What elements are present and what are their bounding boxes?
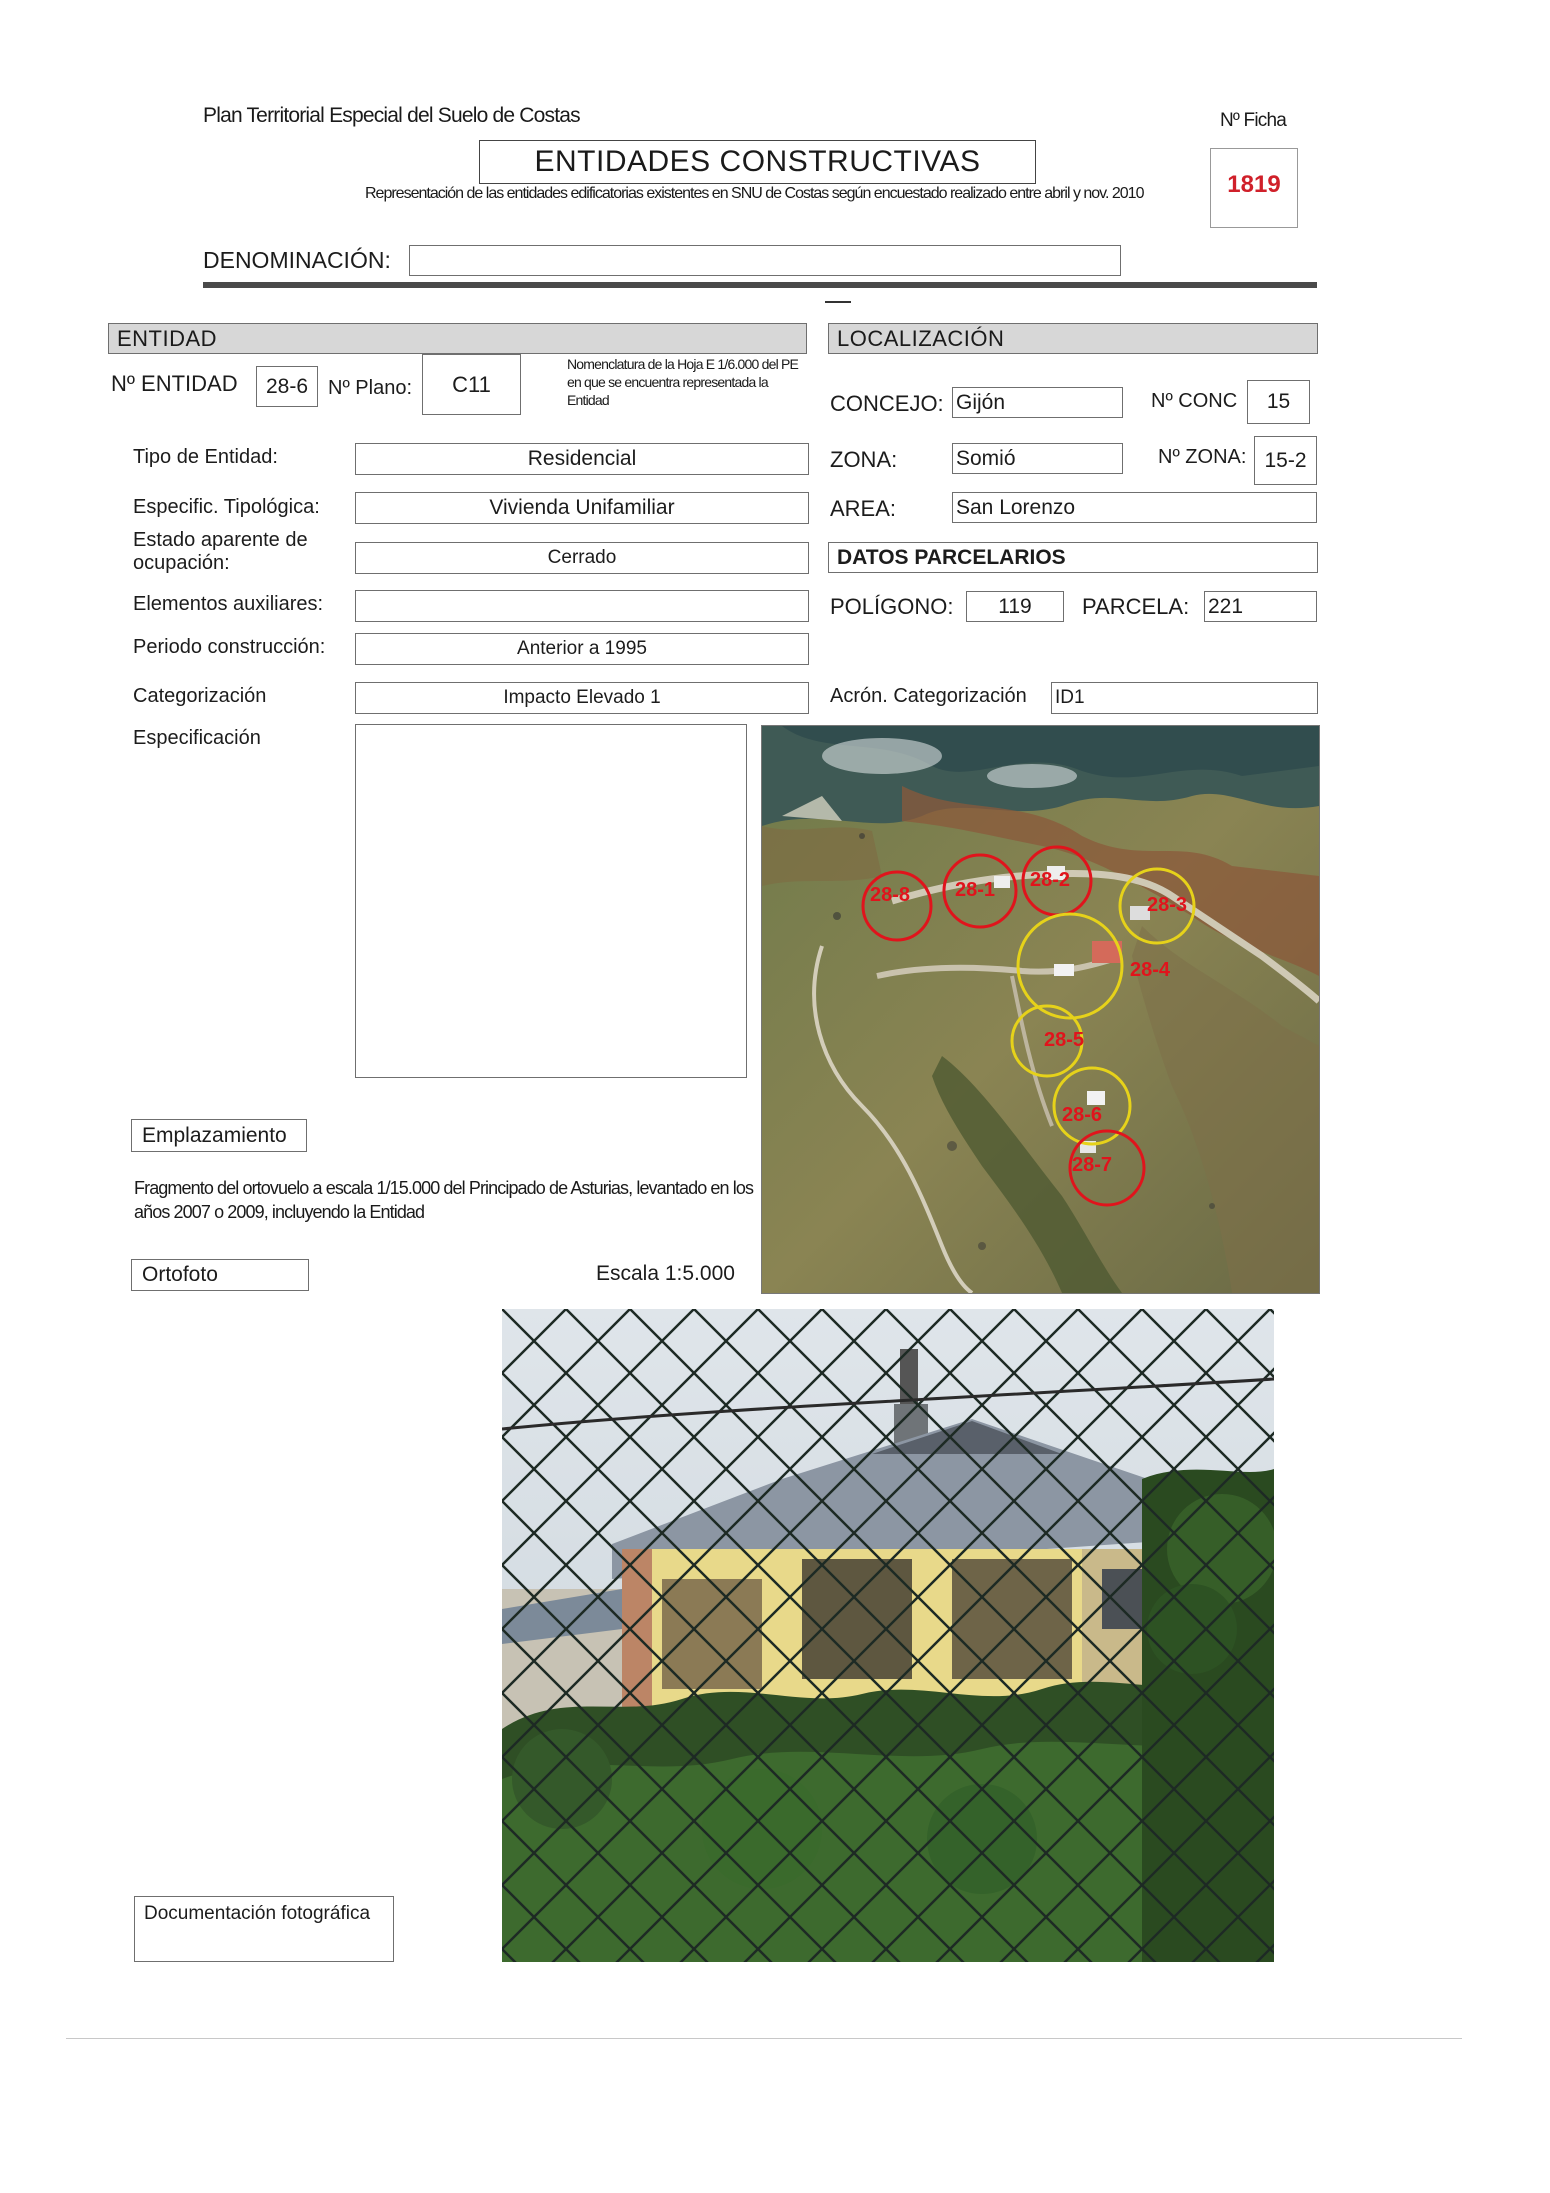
- especificacion-label: Especificación: [133, 727, 261, 749]
- building-photo: [502, 1309, 1274, 1962]
- area-field[interactable]: San Lorenzo: [952, 492, 1317, 523]
- nzona-label: Nº ZONA:: [1158, 446, 1247, 468]
- poligono-label: POLÍGONO:: [830, 594, 954, 619]
- denominacion-field[interactable]: [409, 245, 1121, 276]
- especificacion-field[interactable]: [355, 724, 747, 1078]
- header-divider: [203, 282, 1317, 288]
- num-entidad-field[interactable]: 28-6: [256, 366, 318, 407]
- concejo-label: CONCEJO:: [830, 391, 944, 416]
- estado-ocupacion-field[interactable]: Cerrado: [355, 542, 809, 574]
- especific-tipologica-field[interactable]: Vivienda Unifamiliar: [355, 492, 809, 524]
- footer-rule: [66, 2038, 1462, 2039]
- escala-label: Escala 1:5.000: [596, 1262, 735, 1285]
- plano-field[interactable]: C11: [422, 354, 521, 415]
- map-label-28-7: 28-7: [1072, 1154, 1113, 1176]
- ortofoto-label-box: Ortofoto: [131, 1259, 309, 1291]
- emplazamiento-label-box: Emplazamiento: [131, 1119, 307, 1152]
- photo-image: [502, 1309, 1274, 1962]
- map-label-28-6: 28-6: [1062, 1104, 1103, 1126]
- ortofoto-map: [761, 725, 1320, 1294]
- localizacion-section-header: LOCALIZACIÓN: [828, 323, 1318, 354]
- map-label-28-5: 28-5: [1044, 1029, 1085, 1051]
- parcela-field[interactable]: 221: [1204, 591, 1317, 622]
- map-label-28-3: 28-3: [1147, 894, 1188, 916]
- estado-ocupacion-label: Estado aparente de ocupación:: [133, 529, 308, 574]
- ficha-number: 1819: [1227, 171, 1281, 198]
- especific-tipologica-label: Especific. Tipológica:: [133, 496, 320, 518]
- map-label-28-8: 28-8: [870, 884, 911, 906]
- periodo-construccion-label: Periodo construcción:: [133, 636, 326, 658]
- num-entidad-label: Nº ENTIDAD: [111, 371, 238, 396]
- map-label-28-1: 28-1: [955, 879, 996, 901]
- area-label: AREA:: [830, 496, 897, 521]
- zona-field[interactable]: Somió: [952, 443, 1123, 474]
- map-label-28-2: 28-2: [1030, 869, 1071, 891]
- tipo-entidad-label: Tipo de Entidad:: [133, 446, 278, 468]
- periodo-construccion-field[interactable]: Anterior a 1995: [355, 633, 809, 665]
- elementos-auxiliares-label: Elementos auxiliares:: [133, 593, 324, 615]
- doc-title-box: [479, 140, 1036, 184]
- emplazamiento-note: Fragmento del ortovuelo a escala 1/15.000 del Principado de Asturias, levantado en los años 2007 o 2009, incluyendo la Entidad: [134, 1178, 754, 1222]
- nconc-label: Nº CONC: [1151, 390, 1238, 412]
- doc-title: ENTIDADES CONSTRUCTIVAS: [534, 145, 981, 178]
- ficha-number-box: [1210, 148, 1298, 228]
- documentacion-fotografica-box: [134, 1896, 394, 1962]
- acron-categorizacion-field[interactable]: ID1: [1051, 682, 1318, 714]
- entidad-section-header: ENTIDAD: [108, 323, 807, 354]
- zona-label: ZONA:: [830, 447, 898, 472]
- documentacion-fotografica-label: Documentación fotográfica: [144, 1903, 371, 1924]
- datos-parcelarios-header: DATOS PARCELARIOS: [828, 542, 1318, 573]
- poligono-field[interactable]: 119: [966, 591, 1064, 622]
- categorizacion-label: Categorización: [133, 685, 267, 707]
- elementos-auxiliares-field[interactable]: [355, 590, 809, 622]
- plano-label: Nº Plano:: [328, 377, 413, 399]
- acron-categorizacion-label: Acrón. Categorización: [830, 685, 1027, 707]
- plano-note: Nomenclatura de la Hoja E 1/6.000 del PE en que se encuentra representada la Entidad: [567, 356, 799, 408]
- map-label-28-4: 28-4: [1130, 959, 1171, 981]
- ficha-label: Nº Ficha: [1220, 110, 1287, 131]
- concejo-field[interactable]: Gijón: [952, 387, 1123, 418]
- plan-title: Plan Territorial Especial del Suelo de Costas: [203, 104, 580, 127]
- tipo-entidad-field[interactable]: Residencial: [355, 443, 809, 475]
- nconc-field[interactable]: 15: [1247, 380, 1310, 424]
- small-dash: [825, 301, 851, 303]
- parcela-label: PARCELA:: [1082, 594, 1190, 619]
- denominacion-label: DENOMINACIÓN:: [203, 247, 391, 273]
- categorizacion-field[interactable]: Impacto Elevado 1: [355, 682, 809, 714]
- nzona-field[interactable]: 15-2: [1254, 436, 1317, 485]
- aerial-image: [762, 726, 1319, 1293]
- doc-subtitle: Representación de las entidades edificatorias existentes en SNU de Costas según encuestado realizado entre abril y nov. 2010: [365, 185, 1144, 202]
